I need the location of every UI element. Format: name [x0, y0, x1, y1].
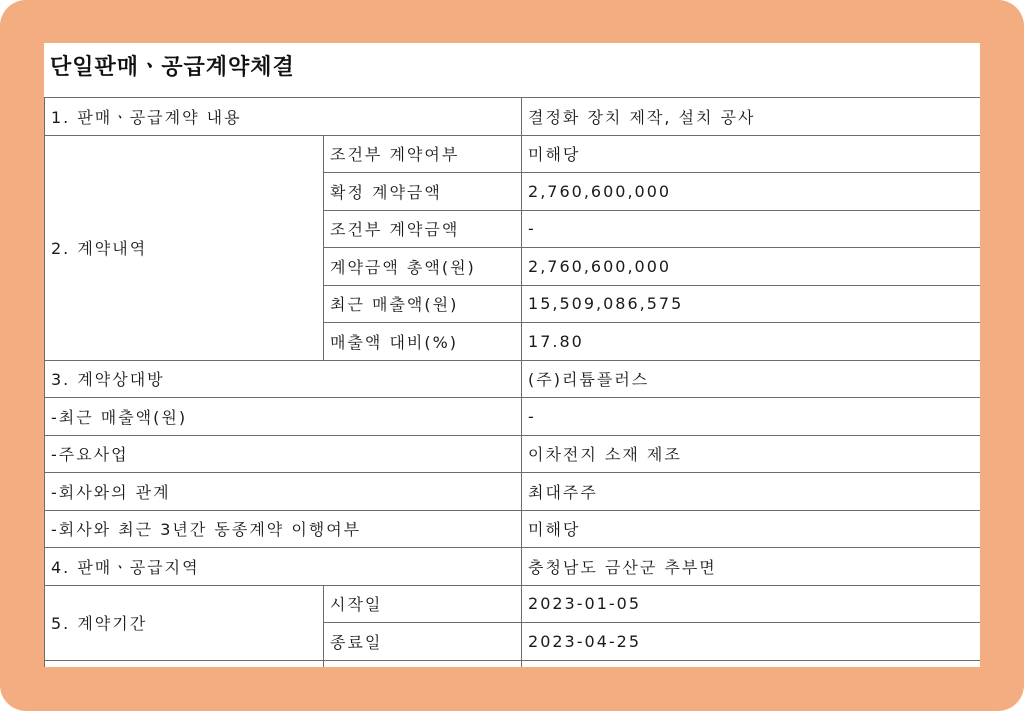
- row-value: 2,760,600,000: [522, 173, 980, 211]
- sub-label: 조건부 계약여부: [324, 135, 522, 173]
- row-value: 2023-04-25: [522, 623, 980, 661]
- table-row: [45, 98, 981, 136]
- table-row: [45, 398, 981, 436]
- table-row: [45, 360, 981, 398]
- table-row-cutoff: [45, 660, 981, 667]
- row-value: 미해당: [522, 510, 980, 548]
- row-label: -회사와 최근 3년간 동종계약 이행여부: [45, 510, 522, 548]
- row-label: 3. 계약상대방: [45, 360, 522, 398]
- row-value: (주)리튬플러스: [522, 360, 980, 398]
- row-value: 15,509,086,575: [522, 285, 980, 323]
- table-row: [45, 135, 981, 173]
- contract-table: [44, 97, 980, 667]
- sub-label: 최근 매출액(원): [324, 285, 522, 323]
- row-label: -최근 매출액(원): [45, 398, 522, 436]
- table-row: [45, 585, 981, 623]
- sub-label: 계약금액 총액(원): [324, 248, 522, 286]
- row-label: -주요사업: [45, 435, 522, 473]
- row-value: 최대주주: [522, 473, 980, 511]
- row-value: 충청남도 금산군 추부면: [522, 548, 980, 586]
- sub-label: 종료일: [324, 623, 522, 661]
- table-row: [45, 548, 981, 586]
- table-row: [45, 510, 981, 548]
- row-value: 결정화 장치 제작, 설치 공사: [522, 98, 980, 136]
- sub-label: 조건부 계약금액: [324, 210, 522, 248]
- row-value: 2,760,600,000: [522, 248, 980, 286]
- document-title: 단일판매ㆍ공급계약체결: [50, 55, 295, 80]
- sub-label: 확정 계약금액: [324, 173, 522, 211]
- row-value: 이차전지 소재 제조: [522, 435, 980, 473]
- row-label: 2. 계약내역: [45, 135, 324, 360]
- row-label: 5. 계약기간: [45, 585, 324, 660]
- row-value: -: [522, 398, 980, 436]
- row-value: 미해당: [522, 135, 980, 173]
- table-row: [45, 435, 981, 473]
- row-value: -: [522, 210, 980, 248]
- sub-label: 시작일: [324, 585, 522, 623]
- row-value: 17.80: [522, 323, 980, 361]
- row-label: -회사와의 관계: [45, 473, 522, 511]
- row-label: 1. 판매ㆍ공급계약 내용: [45, 98, 522, 136]
- sub-label: 매출액 대비(%): [324, 323, 522, 361]
- disclosure-document: [44, 43, 980, 667]
- table-row: [45, 473, 981, 511]
- row-value: 2023-01-05: [522, 585, 980, 623]
- row-label: 4. 판매ㆍ공급지역: [45, 548, 522, 586]
